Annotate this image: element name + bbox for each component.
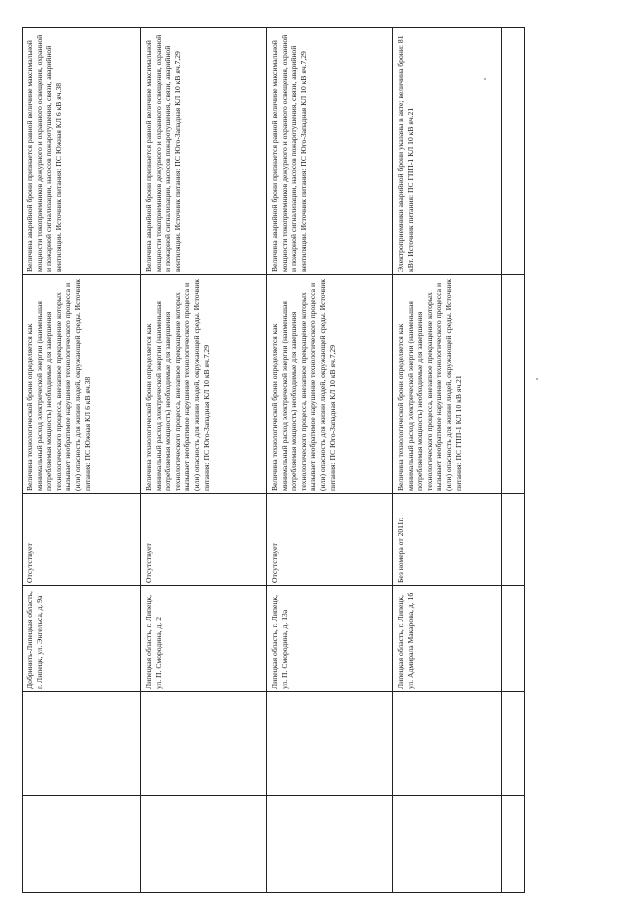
- emergency-reserve-cell: Величина аварийной брони признается равной величине максимальной мощности токоприемников дежурного и охранного освещения, охранной и пожарной сигнализации, насосов пожаротушения, связи, аварийной вентиляции. Источник питания: ПС Юго-Западная КЛ 10 кВ яч.7,29: [144, 34, 182, 272]
- address-cell: Липецкая область, г. Липецк, ул. Адмирала Макарова, д. 1б: [396, 592, 415, 689]
- reg-number-cell: Отсутствует: [25, 543, 34, 583]
- table-row: [266, 28, 392, 274]
- address-cell: Липецкая область, г. Липецк, ул. П. Смородина, д. 13а: [270, 595, 289, 689]
- tech-reserve-cell-wrap: [392, 274, 501, 493]
- emergency-reserve-cell: Величина аварийной брони признается равной величине максимальной мощности токоприемников дежурного и охранного освещения, охранной и пожарной сигнализации, насосов пожаротушения, связи, аварийной вентиляции. Источник питания: ПС Юго-Западная КЛ 10 кВ яч.7,29: [270, 34, 308, 272]
- scan-speck: [484, 78, 486, 80]
- tech-reserve-cell: Величина технологической брони определяется как минимальный расход электрической энергии (наименьшая потребляемая мощность) необходимые для завершения технологического процесса, внезапное прекращение которых вызывает необратимое нарушение технологического процесса и (или) опасность для жизни людей, окружающей среды. Источник питания: ПС Южная КЛ 6 кВ яч.38: [25, 279, 92, 491]
- table-row: [392, 28, 501, 274]
- address-cell-wrap: [392, 585, 501, 691]
- column-divider: [23, 795, 524, 796]
- reg-number-cell-wrap: [266, 493, 392, 585]
- address-cell: Добринить-Липецкая область, г. Липецк, ул. Энгельса, д. 9а: [25, 591, 44, 689]
- scan-speck: [536, 378, 538, 380]
- address-cell-wrap: [23, 585, 140, 691]
- tech-reserve-cell: Величина технологической брони определяется как минимальный расход электрической энергии (наименьшая потребляемая мощность) необходимые для завершения технологического процесса, внезапное прекращение которых вызывает необратимое нарушение технологического процесса и (или) опасность для жизни людей, окружающей среды. Источник питания: ПС ГПП-1 КЛ 10 кВ яч.21: [396, 279, 463, 491]
- reg-number-cell-wrap: [392, 493, 501, 585]
- tech-reserve-cell-wrap: [266, 274, 392, 493]
- row-divider: [501, 28, 502, 892]
- reg-number-cell-wrap: [140, 493, 266, 585]
- address-cell-wrap: [140, 585, 266, 691]
- reg-number-cell-wrap: [23, 493, 140, 585]
- emergency-reserve-cell: Величина аварийной брони признается равной величине максимальной мощности токоприемников дежурного и охранного освещения, охранной и пожарной сигнализации, насосов пожаротушения, связи, аварийной вентиляции. Источник питания: ПС Южная КЛ 6 кВ яч.38: [25, 34, 63, 272]
- column-divider: [23, 691, 524, 692]
- table-row: [140, 28, 266, 274]
- tech-reserve-cell: Величина технологической брони определяется как минимальный расход электрической энергии (наименьшая потребляемая мощность) необходимые для завершения технологического процесса, внезапное прекращение которых вызывает необратимое нарушение технологического процесса и (или) опасность для жизни людей, окружающей среды. Источник питания: ПС Юго-Западная КЛ 10 кВ яч.7,29: [270, 279, 337, 491]
- table-row: [23, 28, 140, 274]
- address-cell: Липецкая область, г. Липецк, ул. П. Смородина, д. 2: [144, 595, 163, 689]
- table-frame: [22, 27, 525, 893]
- tech-reserve-cell: Величина технологической брони определяется как минимальный расход электрической энергии (наименьшая потребляемая мощность) необходимые для завершения технологического процесса, внезапное прекращение которых вызывает необратимое нарушение технологического процесса и (или) опасность для жизни людей, окружающей среды. Источник питания: ПС Юго-Западная КЛ 10 кВ яч.7,29: [144, 279, 211, 491]
- reg-number-cell: Отсутствует: [144, 543, 153, 583]
- emergency-reserve-cell: Электроприемники аварийной брони указаны в акте; величина брони: 81 кВт. Источник питания: ПС ГПП-1 КЛ 10 кВ яч.21: [396, 35, 415, 272]
- reg-number-cell: Отсутствует: [270, 543, 279, 583]
- tech-reserve-cell-wrap: [140, 274, 266, 493]
- tech-reserve-cell-wrap: [23, 274, 140, 493]
- address-cell-wrap: [266, 585, 392, 691]
- reg-number-cell: Без номера от 2011г.: [396, 517, 405, 583]
